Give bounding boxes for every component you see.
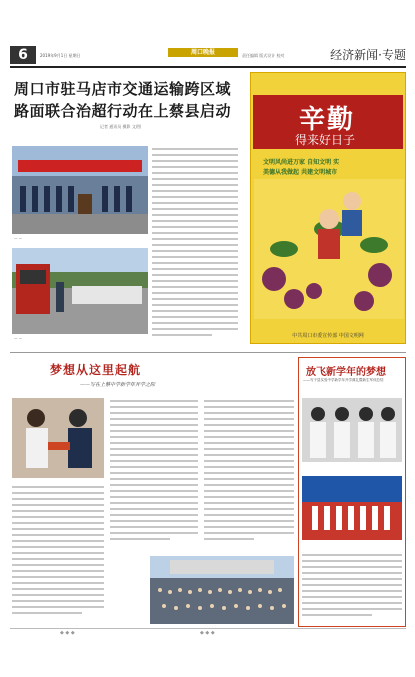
side-feature-subtitle: ——写于县实验中学新学年开学典礼暨新生军训总结 — [303, 378, 384, 382]
side-text-lines — [302, 552, 402, 624]
photo-assembly — [150, 556, 294, 624]
stage-illustration — [302, 476, 402, 540]
headline-line-1: 周口市驻马店市交通运输跨区域 — [14, 80, 232, 98]
ad-illustration — [254, 179, 404, 319]
header-rule — [10, 66, 406, 68]
feature-body-mid — [110, 398, 198, 548]
graduation-illustration — [12, 398, 104, 478]
photo-launch-ceremony — [12, 146, 148, 234]
side-feature-body — [302, 552, 402, 624]
ad-title: 辛勤 — [299, 105, 356, 135]
caption-2: — — — [14, 336, 23, 340]
feature-body-right — [204, 398, 294, 548]
byline: 记者 通讯员 摄影 文/图 — [100, 124, 142, 129]
photo-students — [302, 398, 402, 462]
page-header — [10, 44, 406, 66]
footer-ornament-right: ◆ ◆ ◆ — [200, 630, 215, 636]
assembly-illustration — [150, 556, 294, 624]
feature-text-lines-3 — [204, 398, 294, 548]
feature-text-lines-1 — [12, 484, 104, 624]
feature-title: 梦想从这里起航 — [50, 363, 142, 377]
body-text-lines — [152, 146, 238, 342]
ad-slogan-1: 文明风尚进万家 自知文明 实 — [263, 159, 340, 166]
newspaper-logo: 周口晚报 — [168, 48, 238, 57]
page-number: 6 — [10, 46, 36, 64]
feature-subtitle: ——写在上蔡中学新学年开学之际 — [80, 382, 156, 388]
students-illustration — [302, 398, 402, 462]
photo-trucks — [12, 248, 148, 334]
feature-text-lines-2 — [110, 398, 198, 548]
main-story-body — [152, 146, 238, 342]
photo-graduation — [12, 398, 104, 478]
side-feature-title: 放飞新学年的梦想 — [306, 367, 386, 378]
headline-line-2: 路面联合治超行动在上蔡县启动 — [14, 102, 232, 120]
main-headline — [10, 72, 238, 122]
photo-stage — [302, 476, 402, 540]
section-divider — [10, 352, 406, 353]
ceremony-illustration — [12, 146, 148, 234]
trucks-illustration — [12, 248, 148, 334]
caption-1: — — — [14, 236, 23, 240]
date-line: 2019年9月1日 星期日 — [40, 53, 81, 58]
ad-subtitle: 得来好日子 — [295, 133, 356, 147]
footer-ornament-left: ◆ ◆ ◆ — [60, 630, 75, 636]
section-title: 经济新闻·专题 — [330, 48, 406, 62]
ad-slogan-2: 美德从我做起 共建文明城市 — [263, 169, 338, 176]
public-service-ad — [250, 72, 406, 344]
feature-body-left — [12, 484, 104, 624]
editor-credits: 责任编辑 版式设计 校对 — [242, 53, 285, 58]
footer-rule — [10, 628, 406, 629]
ad-sponsor: 中共周口市委宣传部 中国文明网 — [292, 333, 364, 339]
